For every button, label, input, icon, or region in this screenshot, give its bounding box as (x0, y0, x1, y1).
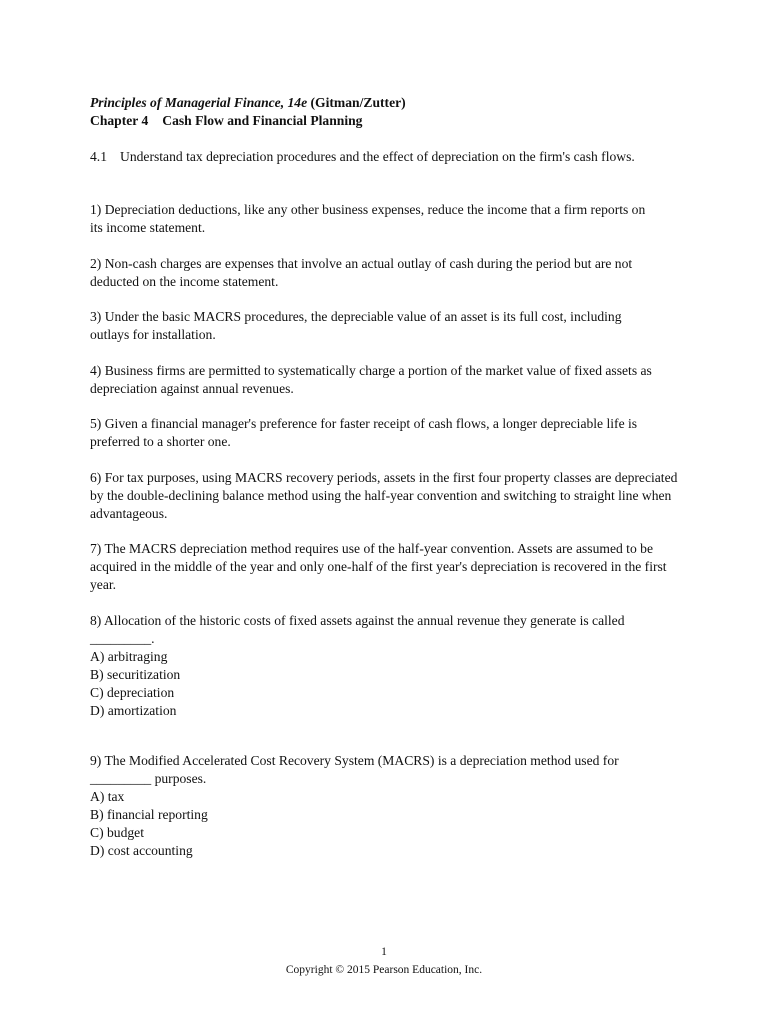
objective-text: Understand tax depreciation procedures and the effect of depreciation on the firm's cash flows. (120, 149, 635, 164)
question-8 (90, 612, 660, 720)
copyright-notice: Copyright © 2015 Pearson Education, Inc. (285, 964, 483, 976)
answer-choice-d: D) amortization (90, 703, 177, 718)
question-7 (90, 540, 690, 594)
question-4 (90, 362, 670, 398)
question-2 (90, 255, 680, 291)
answer-choice-b: B) securitization (90, 667, 181, 682)
objective-number: 4.1 (90, 149, 107, 164)
chapter-label: Chapter 4 (90, 113, 149, 128)
question-9 (90, 752, 680, 860)
question-3 (90, 308, 660, 344)
page-number: 1 (381, 946, 387, 958)
chapter-title: Cash Flow and Financial Planning (162, 113, 363, 128)
book-title: Principles of Managerial Finance, 14e (90, 95, 308, 110)
question-text: 8) Allocation of the historic costs of fixed assets against the annual revenue they generate is called _________. (90, 613, 625, 646)
question-text: 9) The Modified Accelerated Cost Recovery System (MACRS) is a depreciation method used for _________ purposes. (90, 753, 619, 786)
question-text: 7) The MACRS depreciation method requires use of the half-year convention. Assets are assumed to be acquired in the middle of the year and only one-half of the first year's depreciation is recovered in the first year. (90, 541, 667, 592)
question-1 (90, 201, 660, 237)
book-title-line (90, 94, 690, 112)
book-authors: (Gitman/Zutter) (310, 95, 406, 110)
question-text: 1) Depreciation deductions, like any other business expenses, reduce the income that a firm reports on its income statement. (90, 202, 646, 235)
question-6 (90, 469, 680, 523)
chapter-heading (90, 112, 690, 130)
question-text: 3) Under the basic MACRS procedures, the depreciable value of an asset is its full cost, including outlays for installation. (90, 309, 622, 342)
answer-choice-a: A) arbitraging (90, 649, 168, 664)
answer-choice-c: C) budget (90, 825, 144, 840)
question-text: 5) Given a financial manager's preference for faster receipt of cash flows, a longer depreciable life is preferred to a shorter one. (90, 416, 638, 449)
answer-choice-c: C) depreciation (90, 685, 175, 700)
answer-choice-b: B) financial reporting (90, 807, 208, 822)
answer-choice-a: A) tax (90, 789, 125, 804)
question-text: 4) Business firms are permitted to systematically charge a portion of the market value of fixed assets as depreciation against annual revenues. (90, 363, 652, 396)
answer-choice-d: D) cost accounting (90, 843, 193, 858)
question-text: 2) Non-cash charges are expenses that involve an actual outlay of cash during the period but are not deducted on the income statement. (90, 256, 633, 289)
learning-objective (90, 148, 670, 166)
question-text: 6) For tax purposes, using MACRS recovery periods, assets in the first four property classes are depreciated by the double-declining balance method using the half-year convention and switching to straight line when advantageous. (90, 470, 678, 521)
question-5 (90, 415, 670, 451)
